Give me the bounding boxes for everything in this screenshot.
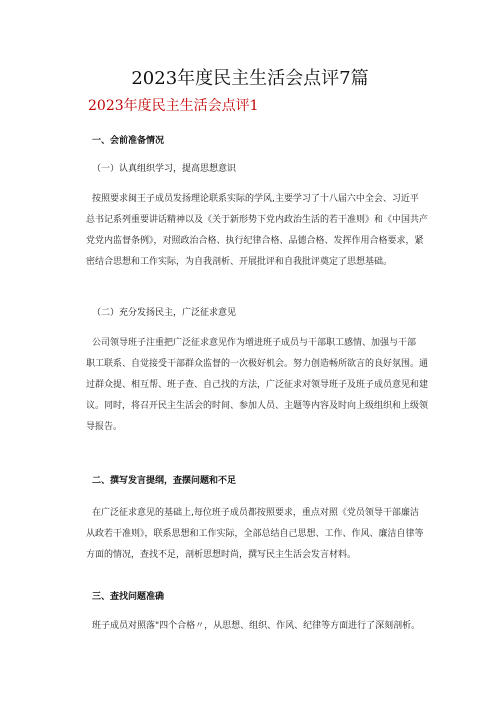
text-line: 党党内监督条例》，对照政治合格、执行纪律合格、品德合格、发挥作用合格要求，紧 [86, 236, 424, 246]
text-line: 议。同时，将召开民主生活会的时间、参加人员、主题等内容及时向上级组织和上级领 [86, 401, 429, 411]
section-1-paragraph-2 [86, 333, 442, 438]
text-line: 从政若干准则》，联系思想和工作实际，全部总结自己思想、工作、作风、廉洁自律等 [86, 529, 424, 539]
text-line: 导报告。 [86, 422, 123, 432]
section-3-heading: 三、查找问题准确 [92, 592, 165, 602]
text-line: 密结合思想和工作实际，为自我剖析、开展批评和自我批评奠定了思想基础。 [86, 257, 393, 267]
section-2-paragraph-1 [86, 503, 442, 566]
document-subtitle: 2023年度民主生活会点评1 [88, 98, 259, 114]
section-1-heading: 一、会前准备情况 [92, 136, 165, 146]
section-1-subheading-1: （一）认真组织学习，提高思想意识 [92, 164, 237, 174]
document-title: 2023年度民主生活会点评7篇 [131, 68, 369, 89]
section-1-subheading-2: （二）充分发扬民主，广泛征求意见 [92, 308, 237, 318]
text-line: 总书记系列重要讲话精神以及《关于新形势下党内政治生活的若干准则》和《中国共产 [86, 215, 429, 225]
text-line: 过群众提、相互帮、班子查、自己找的方法，广泛征求对领导班子及班子成员意见和建 [86, 380, 429, 390]
text-line: 按照要求闽王子成员发扬理论联系实际的学风,主要学习了十八届六中全会、习近平 [92, 194, 419, 204]
text-line: 公司领导班子注重把广泛征求意见作为增进班子成员与干部职工感情、加强与干部 [92, 338, 417, 348]
text-line: 职工联系、自觉接受干部群众监督的一次极好机会。努力创造畅所欲言的良好氛围。通 [86, 359, 429, 369]
text-line: 班子成员对照落"四个合格〃，从思想、组织、作风、纪律等方面进行了深刻剖析。 [92, 621, 421, 631]
section-1-paragraph-1 [86, 189, 442, 273]
text-line: 在广泛征求意见的基础上,每位班子成员都按照要求，重点对照《党员领导干部廉洁 [92, 508, 419, 518]
section-2-heading: 二、撰写发言提纲，查摆问题和不足 [92, 476, 237, 486]
text-line: 方面的情况，查找不足，剖析思想时尚，撰写民主生活会发言材料。 [86, 550, 357, 560]
section-3-paragraph-1 [92, 616, 442, 637]
